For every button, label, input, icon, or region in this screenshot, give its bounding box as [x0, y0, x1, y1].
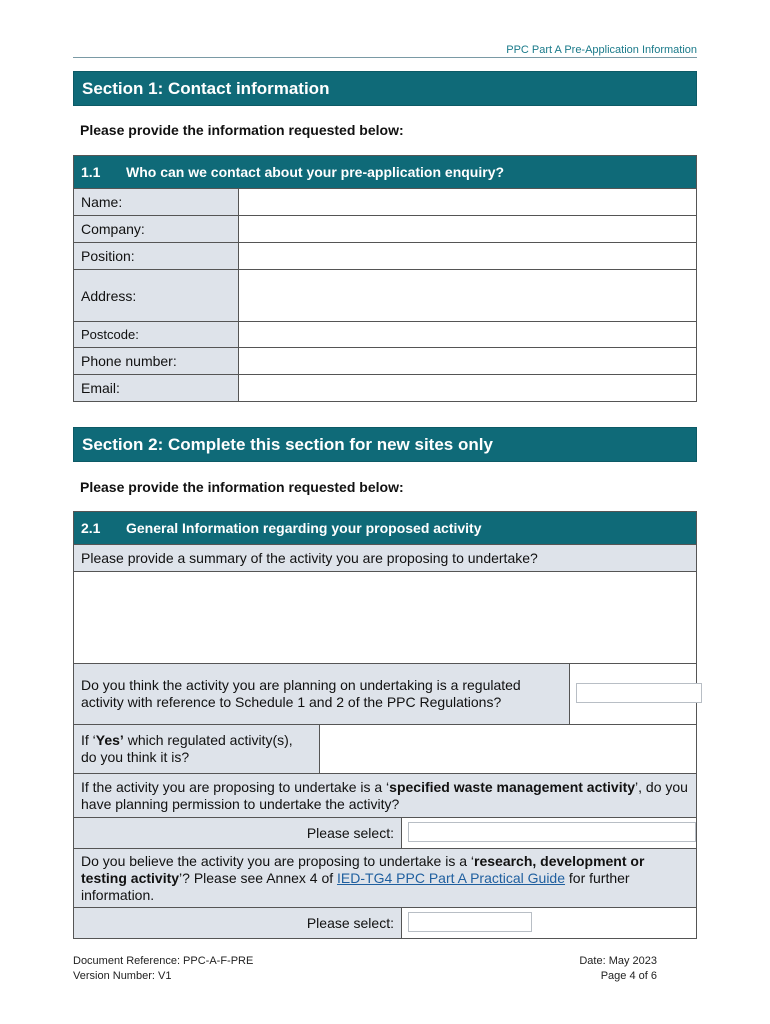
address-label: Address:	[74, 270, 239, 322]
footer-left	[73, 954, 253, 984]
regulated-answer-cell	[570, 664, 697, 725]
which-activity-field[interactable]	[320, 725, 697, 774]
planning-permission-select[interactable]	[408, 822, 696, 842]
email-field[interactable]	[239, 375, 697, 402]
phone-label: Phone number:	[74, 348, 239, 375]
section-2-banner	[73, 427, 697, 462]
research-prefix: Do you believe the activity you are proposing to undertake is a ‘	[81, 852, 475, 869]
footer-right	[579, 954, 657, 984]
activity-table	[73, 511, 697, 939]
waste-bold: specified waste management activity	[389, 778, 636, 795]
waste-prefix: If the activity you are proposing to undertake is a ‘	[81, 778, 390, 795]
section-1-title: Section 1: Contact information	[82, 78, 330, 98]
contact-table-header	[74, 156, 697, 189]
section-1-instruction: Please provide the information requested below:	[80, 122, 404, 138]
waste-suffix: ’, do you have planning permission to undertake the activity?	[81, 778, 688, 812]
company-field[interactable]	[239, 216, 697, 243]
which-bold: Yes’	[95, 732, 124, 748]
please-select-label-2: Please select:	[74, 908, 402, 939]
which-prefix: If ‘	[81, 732, 96, 748]
research-bold: research, development or testing activity	[81, 852, 645, 886]
name-label: Name:	[74, 189, 239, 216]
please-select-label-1: Please select:	[74, 818, 402, 849]
postcode-label: Postcode:	[74, 322, 239, 348]
page-number: Page 4 of 6	[600, 970, 657, 982]
planning-answer-cell	[402, 818, 697, 849]
contact-table-title: Who can we contact about your pre-application enquiry?	[126, 164, 505, 180]
postcode-field[interactable]	[239, 322, 697, 348]
name-field[interactable]	[239, 189, 697, 216]
research-suffix: for further information.	[81, 869, 630, 903]
research-activity-select[interactable]	[408, 912, 532, 932]
summary-answer-field[interactable]	[74, 572, 697, 664]
regulated-select[interactable]	[576, 683, 702, 703]
section-2-title: Section 2: Complete this section for new sites only	[82, 434, 493, 454]
activity-table-title: General Information regarding your proposed activity	[126, 520, 482, 536]
phone-field[interactable]	[239, 348, 697, 375]
section-2-instruction: Please provide the information requested below:	[80, 479, 404, 495]
summary-question: Please provide a summary of the activity you are proposing to undertake?	[74, 545, 697, 572]
email-label: Email:	[74, 375, 239, 402]
document-date: Date: May 2023	[579, 955, 657, 967]
regulated-question: Do you think the activity you are planning on undertaking is a regulated activity with reference to Schedule 1 and 2 of the PPC Regulations?	[74, 664, 570, 725]
position-label: Position:	[74, 243, 239, 270]
company-label: Company:	[74, 216, 239, 243]
version-number: Version Number: V1	[73, 970, 172, 982]
which-suffix: which regulated activity(s), do you think it is?	[81, 732, 293, 765]
research-mid: ’? Please see Annex 4 of	[179, 869, 338, 886]
contact-table	[73, 155, 697, 402]
activity-table-number: 2.1	[81, 520, 101, 536]
contact-table-number: 1.1	[81, 164, 101, 180]
waste-question	[74, 774, 697, 818]
research-answer-cell	[402, 908, 697, 939]
address-field[interactable]	[239, 270, 697, 322]
header-rule	[73, 57, 697, 58]
which-activity-question	[74, 725, 320, 774]
position-field[interactable]	[239, 243, 697, 270]
document-reference: Document Reference: PPC-A-F-PRE	[73, 955, 254, 967]
research-question	[74, 849, 697, 908]
practical-guide-link[interactable]: IED-TG4 PPC Part A Practical Guide	[337, 869, 566, 886]
activity-table-header	[74, 512, 697, 545]
running-header: PPC Part A Pre-Application Information	[506, 44, 697, 56]
section-1-banner	[73, 71, 697, 106]
